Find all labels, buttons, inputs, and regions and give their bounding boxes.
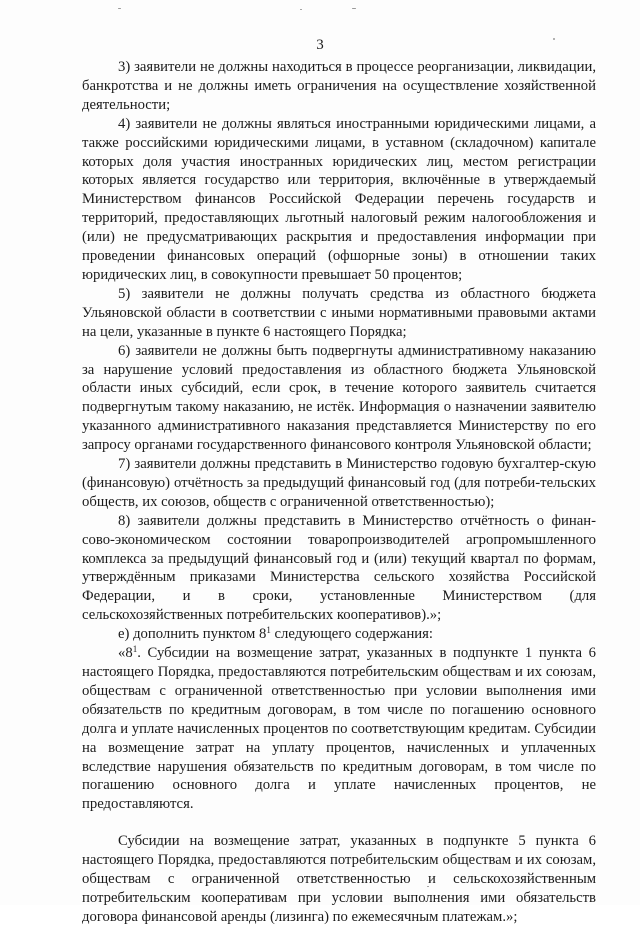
amendment-paragraph [82, 625, 596, 644]
page-number: 3 [316, 37, 324, 53]
scan-speck [352, 8, 356, 9]
paragraph-item-4: 4) заявители не должны являться иностранными юридическими лицами, а также российскими юридическими лицами, в уставном (складочном) капитале которых доля участия иностранных юридических лиц, местом регистрации которых является государство или территория, включённые в утверждаемый Министерством финансов Российской Федерации перечень государств и территорий, предоставляющих льготный налоговый режим налогообложения и (или) не предусматривающих раскрытия и предоставления информации при проведении финансовых операций (офшорные зоны) в отношении таких юридических лиц, в совокупности превышает 50 процентов; [82, 115, 596, 283]
paragraph-item-6: 6) заявители не должны быть подвергнуты административному наказанию за нарушение условий предоставления из областного бюджета Ульяновской области иных субсидий, если срок, в течение которого заявитель считается подвергнутым такому наказанию, не истёк. Информация о назначении заявителю указанного административного наказания представляется Министерству по его запросу органами государственного финансового контроля Ульяновской области; [82, 342, 596, 454]
clause-number: «8 [118, 645, 133, 662]
paragraph-item-7: 7) заявители должны представить в Министерство годовую бухгалтер-скую (финансовую) отчётность за предыдущий финансовый год (для потреби-тельских обществ, их союзов, обществ с ограниченной ответственностью); [82, 456, 596, 510]
clause-8-1-paragraph [82, 644, 596, 814]
amendment-text: е) дополнить пунктом 8 [118, 626, 267, 643]
amendment-superscript: 1 [266, 625, 271, 636]
final-paragraph: Субсидии на возмещение затрат, указанных в подпункте 5 пункта 6 настоящего Порядка, предоставляются потребительским обществам и их союзам, обществам с ограниченной ответственностью и сельскохозяйственным потребительским кооперативам при условии выполнения ими обязательств договора финансовой аренды (лизинга) по ежемесячным платежам.»; [82, 833, 596, 925]
scan-speck [118, 8, 121, 9]
clause-superscript: 1 [132, 644, 138, 655]
paragraph-item-8: 8) заявители должны представить в Министерство отчётность о финан-сово-экономическом состоянии товаропроизводителей агропромышленного комплекса за предыдущий финансовый год и (или) текущий квартал по формам, утверждённым приказами Министерства сельского хозяйства Российской Федерации, и в сроки, установленные Министерством (для сельскохозяйственных потребительских кооперативов).»; [82, 512, 596, 624]
paragraph-item-3: 3) заявители не должны находиться в процессе реорганизации, ликвидации, банкротства и не должны иметь ограничения на осуществление хозяйственной деятельности; [82, 59, 596, 113]
paragraph-item-5: 5) заявители не должны получать средства из областного бюджета Ульяновской области в соответствии с иными нормативными правовыми актами на цели, указанные в пункте 6 настоящего Порядка; [82, 285, 596, 340]
clause-text: . Субсидии на возмещение затрат, указанных в подпункте 1 пункта 6 настоящего Порядка, предоставляются потребительским обществам и их союзам, обществам с ограниченной ответственностью при условии выполнения ими обязательств по кредитным договорам, в том числе по погашению основного долга и уплате начисленных процентов по соответствующим кредитам. Субсидии на возмещение затрат на уплату процентов, начисленных и уплаченных вследствие нарушения обязательств по кредитным договорам, в том числе по погашению основного долга и уплате начисленных процентов, не предоставляются. [82, 645, 596, 813]
amendment-text-end: следующего содержания: [270, 626, 433, 643]
scan-speck [300, 9, 302, 10]
document-body [82, 58, 596, 927]
